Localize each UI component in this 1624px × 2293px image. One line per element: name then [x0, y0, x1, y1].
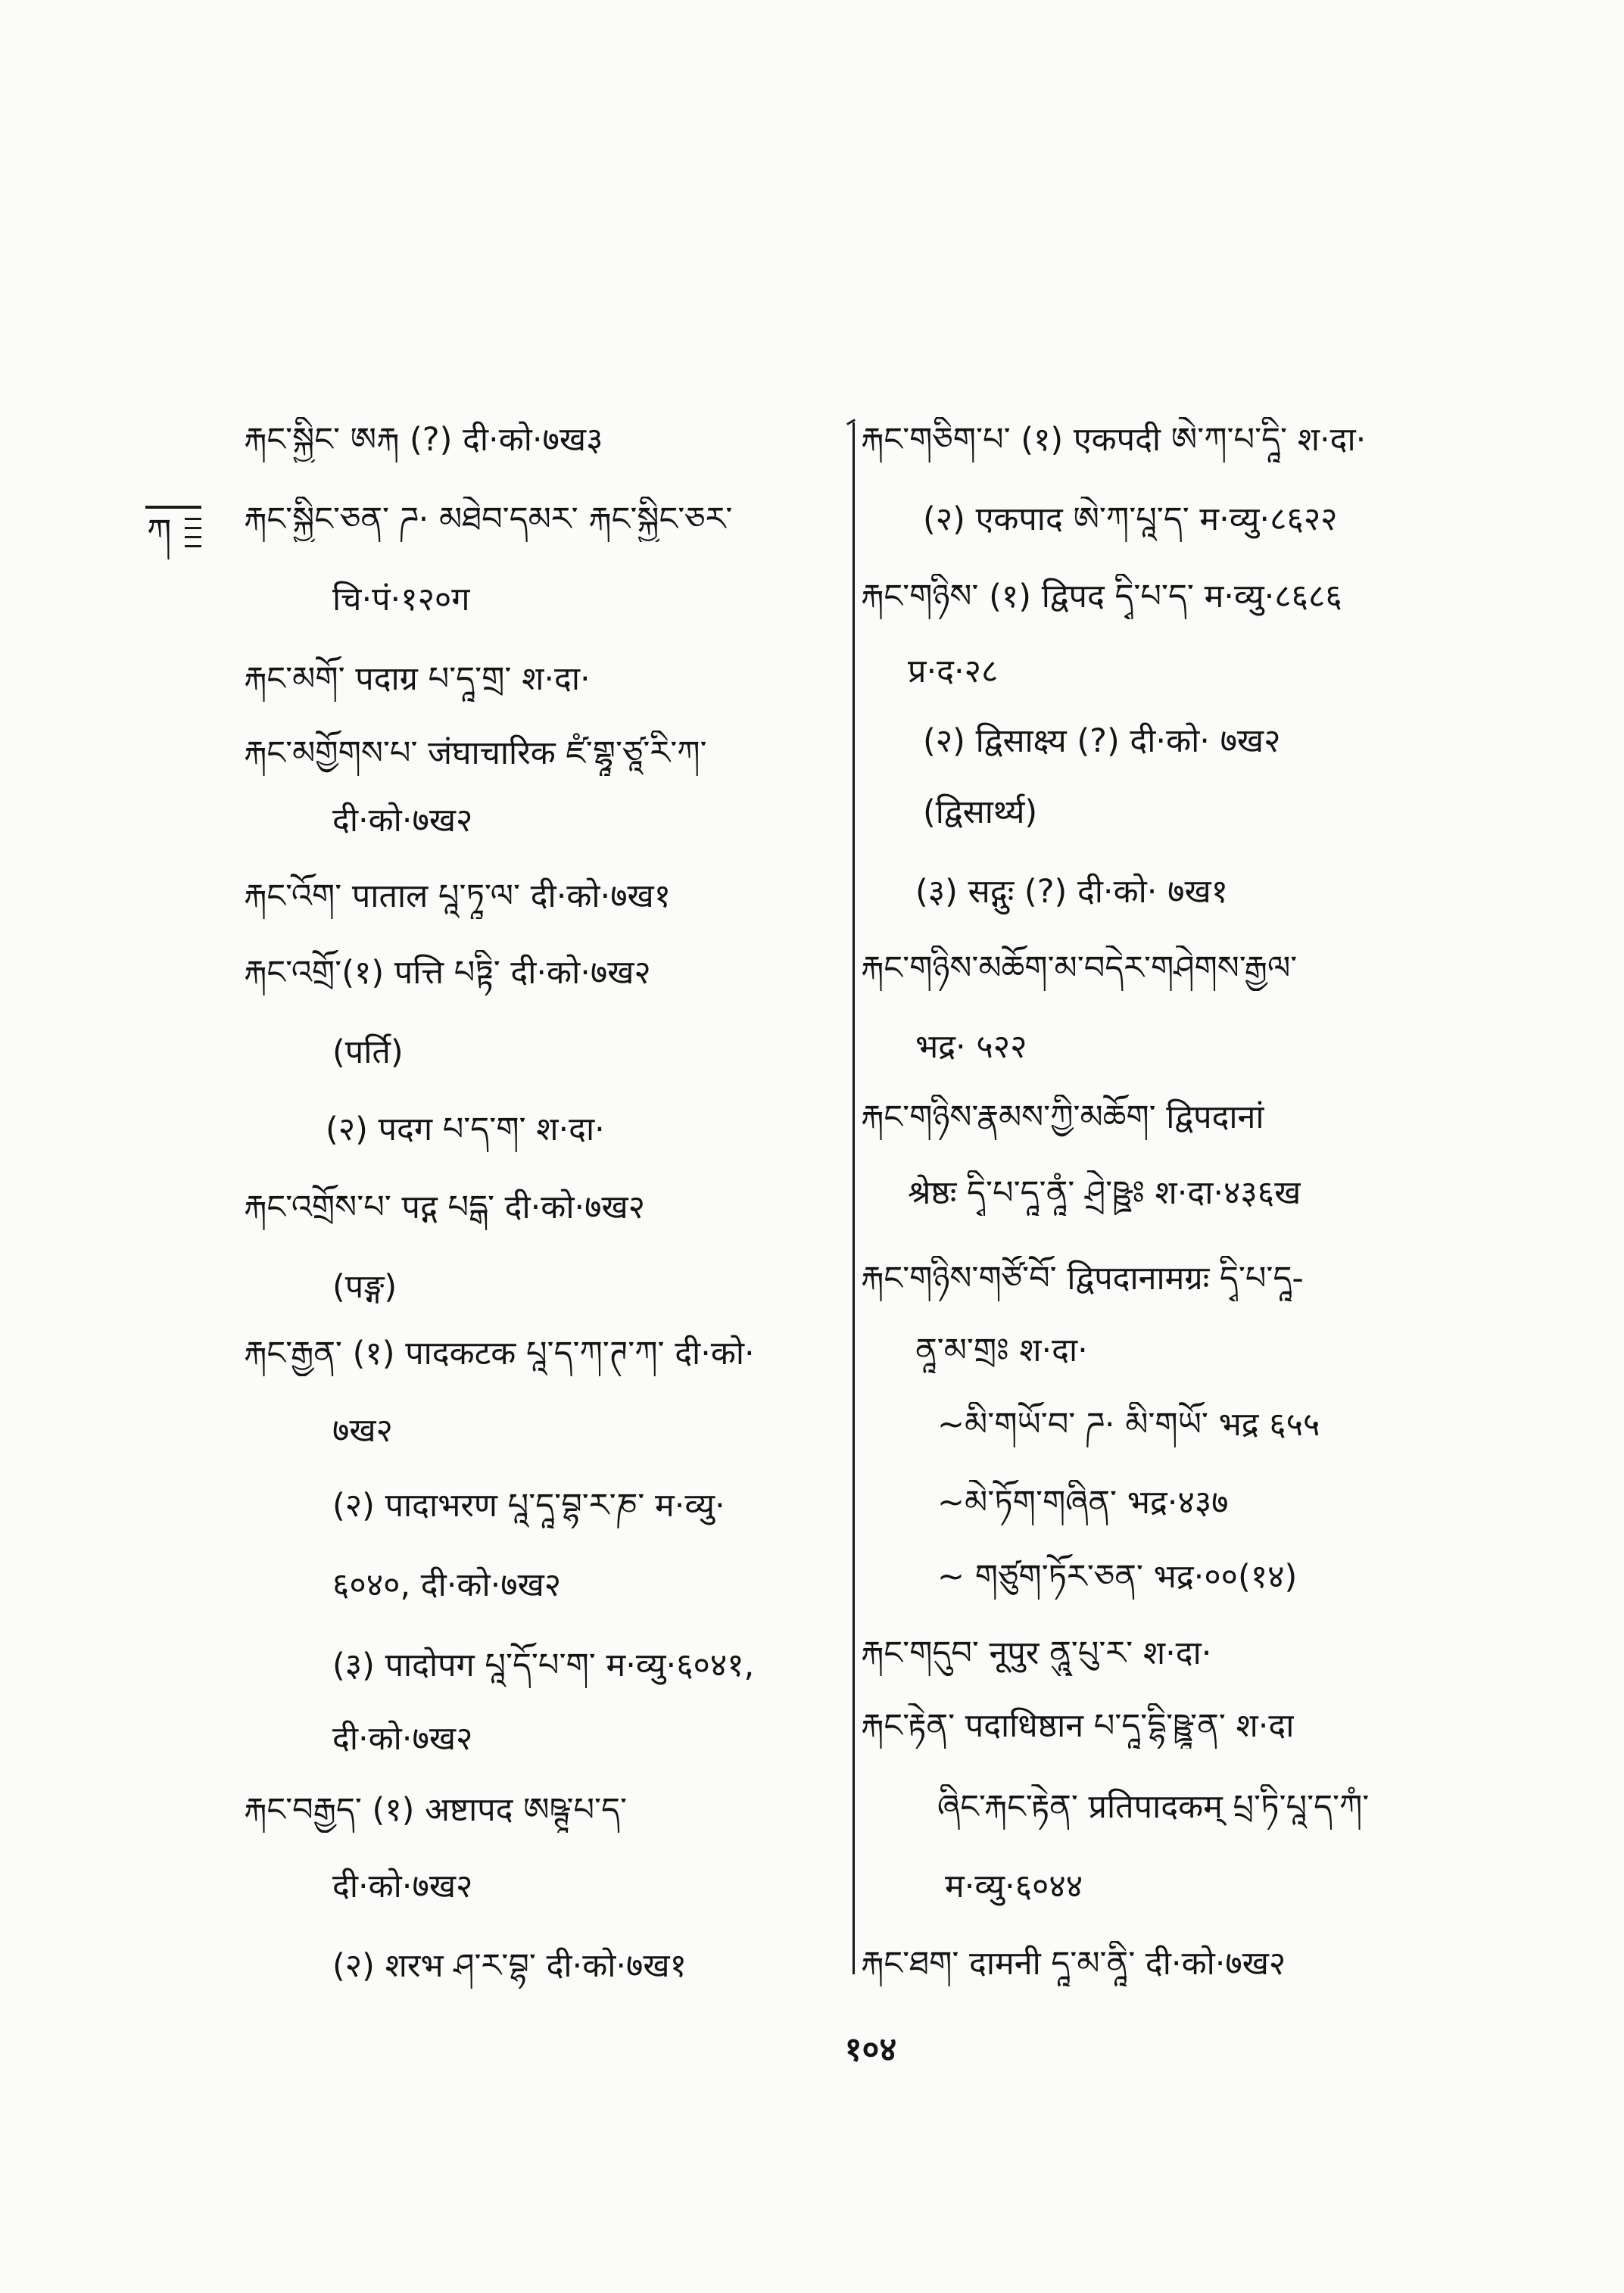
entry-line: རྐང་གཉིས་ (१) द्विपद དྭི་པ་ད་ म·व्यु·८६८६ [861, 578, 1342, 615]
entry-line: ६०४०, दी·को·७ख२ [332, 1566, 562, 1604]
entry-line: (पङ्ग) [332, 1268, 397, 1306]
entry-line: རྐང་གཉིས་རྣམས་ཀྱི་མཆོག་ द्विपदानां [861, 1098, 1264, 1136]
entry-line: (२) द्विसाक्ष्य (?) दी·को· ७ख२ [923, 722, 1281, 760]
entry-line: རྐང་མགྱོགས་པ་ जंघाचारिक ཛཾ་གྷཱ་ཙཱ་རི་ཀ་ [244, 734, 707, 772]
entry-line: རྐང་རྟེན་ पदाधिष्ठान པ་དཱ་དྷི་ཥྛཱ་ན་ श·दा [861, 1707, 1295, 1745]
entry-line: भद्र· ५२२ [915, 1028, 1027, 1066]
entry-line: རྐང་གདུབ་ नूपुर ནཱུ་པུ་ར་ श·दा· [861, 1634, 1212, 1672]
entry-line: རྐང་བརྒྱད་ (१) अष्टापद ཨཥྚཱ་པ་ད་ [244, 1791, 628, 1829]
entry-line: རྐང་ཐག་ दामनी དཱ་མ་ནཱི་ दी·को·७ख२ [861, 1945, 1286, 1983]
entry-line: ཞིང་རྐང་རྟེན་ प्रतिपादकम् པྲ་ཏི་པཱ་ད་ཀཾ་ [937, 1788, 1370, 1826]
margin-stripe [185, 545, 201, 547]
entry-line: (द्विसार्थ्य) [923, 793, 1038, 831]
entry-line: རྐང་འགྲོས་པ་ पद्ग པདྒ་ दी·को·७ख२ [244, 1189, 646, 1226]
entry-line: ७ख२ [332, 1412, 393, 1450]
entry-line: दी·को·७ख२ [332, 802, 473, 840]
entry-line: (३) सद्गुः (?) दी·को· ७ख१ [915, 873, 1228, 911]
margin-stripe [185, 518, 201, 520]
entry-line: རྐང་གཉིས་གཙོ་བོ་ द्विपदानामग्रः དྭི་པ་དཱ- [861, 1260, 1304, 1298]
entry-line: (२) पादाभरण པཱ་དཱ་བྷ་ར་ཎ་ म·व्यु· [332, 1487, 725, 1525]
margin-letter: ཀ [147, 511, 172, 552]
entry-line: दी·को·७ख२ [332, 1720, 473, 1758]
margin-stripe [185, 536, 201, 538]
entry-line: རྐང་འགྲོ་(१) पत्ति པཏྟི་ दी·को·७ख२ [244, 954, 651, 992]
entry-line: ~མི་གཡོ་བ་ ཌ· མི་གཡོ་ भद्र ६५५ [937, 1406, 1320, 1444]
entry-line: རྐང་གཅིག་པ་ (१) एकपदी ཨེ་ཀ་པ་དཱི་ श·दा· [861, 421, 1367, 459]
page-number: १०४ [844, 2030, 897, 2069]
margin-stripe [185, 527, 201, 529]
entry-line: प्र·द·२८ [908, 653, 999, 690]
margin-letter-mark [145, 506, 201, 559]
entry-line: श्रेष्ठः དྭི་པ་དཱ་ནཱཾ་ ཤྲེ་ཥྛཿ श·दा·४३६ख [908, 1174, 1301, 1212]
entry-line: (३) पादोपग པཱ་དོ་པ་ག་ म·व्यु·६०४१, [332, 1647, 755, 1684]
entry-line: ~ གཙུག་ཏོར་ཅན་ भद्र·००(१४) [937, 1558, 1298, 1596]
entry-line: (२) पदग པ་ད་ག་ श·दा· [326, 1111, 605, 1148]
entry-line: རྐང་འོག་ पाताल པཱ་ཏཱ་ལ་ दी·को·७ख१ [244, 877, 672, 915]
entry-line: རྐང་རྒྱན་ (१) पादकटक པཱ་ད་ཀ་ཊ་ཀ་ दी·को· [244, 1335, 755, 1372]
entry-line: རྐང་མགོ་ पदाग्र པ་དཱ་གྲ་ श·दा· [244, 660, 591, 698]
entry-line: རྐང་སྐྱིང་ ཨརྐ (?) दी·को·७ख३ [244, 421, 603, 459]
entry-line: ~མེ་ཏོག་གཞིན་ भद्र·४३७ [937, 1484, 1229, 1522]
entry-line: རྐང་གཉིས་མཆོག་མ་བདེར་གཤེགས་རྒྱལ་ [861, 949, 1298, 987]
entry-line: (पर्ति) [332, 1033, 404, 1071]
entry-line: म·व्यु·६०४४ [945, 1868, 1083, 1905]
entry-line: दी·को·७ख२ [332, 1868, 473, 1905]
column-divider [853, 422, 855, 1974]
entry-line: ནཱ་མ་གྲཿ श·दा· [915, 1332, 1088, 1369]
entry-line: རྐང་སྐྱིང་ཅན་ ཌ· མཐེབ་དམར་ རྐང་སྐྱིང་ཅར་ [244, 500, 733, 538]
entry-line: (२) शरभ ཤ་ར་བྷ་ दी·को·७ख१ [332, 1947, 687, 1985]
entry-line: चि·पं·१२०ग [332, 581, 470, 618]
entry-line: (२) एकपाद ཨེ་ཀ་པཱ་ད་ म·व्यु·८६२२ [923, 500, 1338, 538]
